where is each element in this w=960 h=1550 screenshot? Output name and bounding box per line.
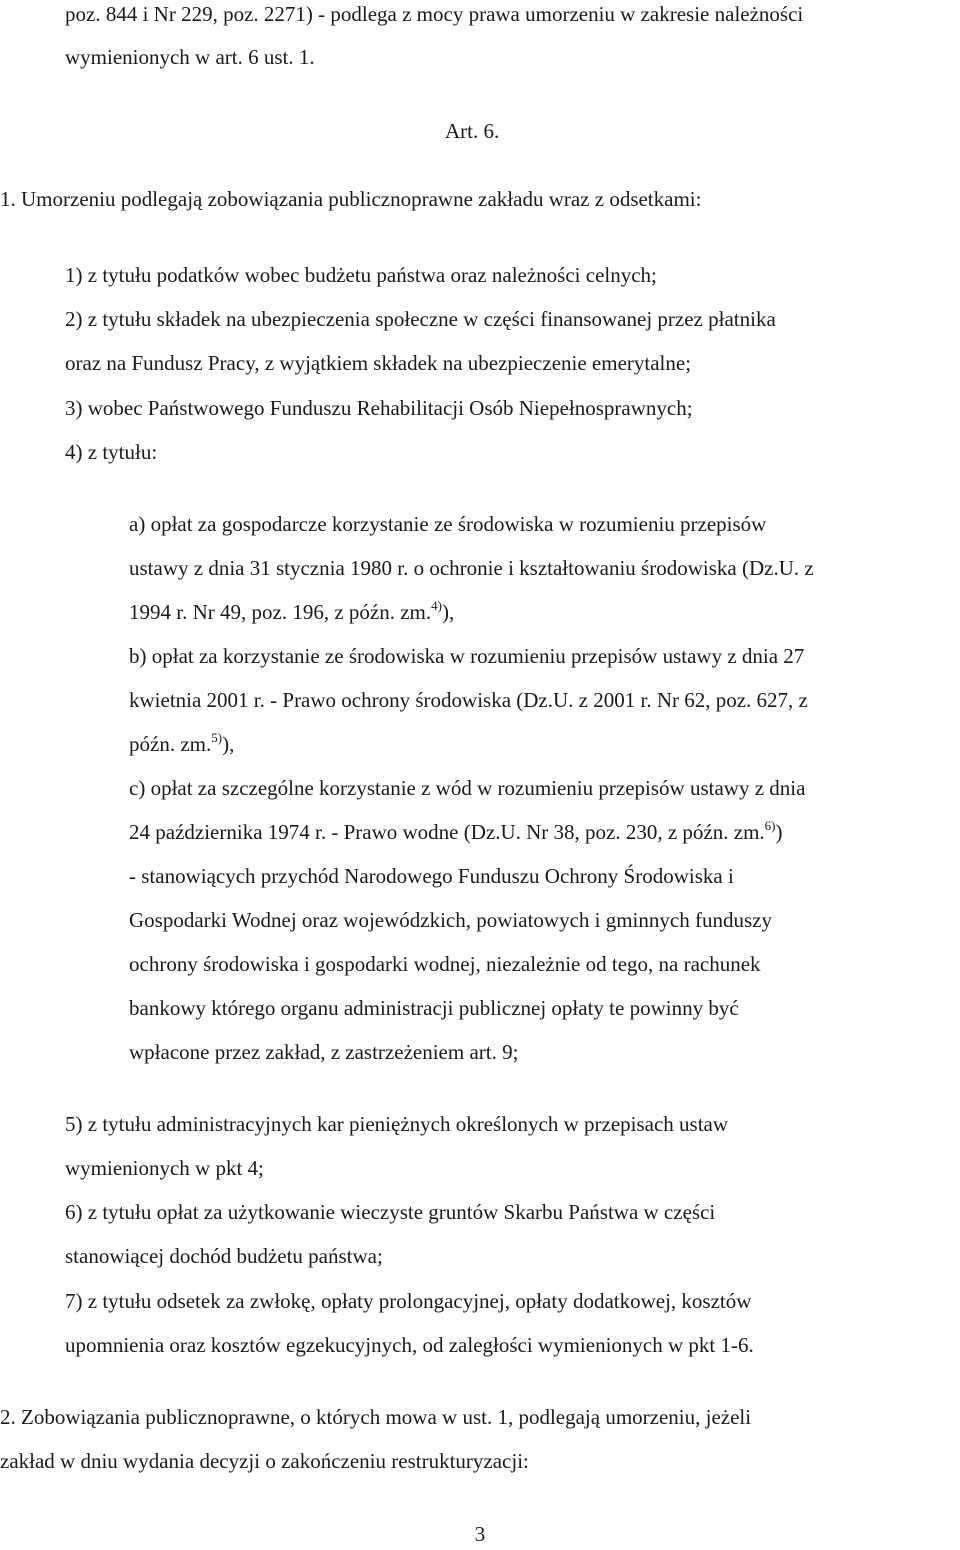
paragraph: 2. Zobowiązania publicznoprawne, o których mowa w ust. 1, podlegają umorzeniu, jeżeli <box>0 1405 752 1429</box>
intro-line: poz. 844 i Nr 229, poz. 2271) - podlega z mocy prawa umorzeniu w zakresie należności <box>65 2 804 26</box>
list-item: 3) wobec Państwowego Funduszu Rehabilitacji Osób Niepełnosprawnych; <box>65 396 693 420</box>
sub-item: a) opłat za gospodarcze korzystanie ze środowiska w rozumieniu przepisów <box>129 512 767 536</box>
article-title: Art. 6. <box>445 119 500 143</box>
list-item: 4) z tytułu: <box>65 440 158 464</box>
list-item: stanowiącej dochód budżetu państwa; <box>65 1244 383 1268</box>
intro-line: wymienionych w art. 6 ust. 1. <box>65 45 315 69</box>
paragraph-heading: 1. Umorzeniu podlegają zobowiązania publicznoprawne zakładu wraz z odsetkami: <box>0 187 702 211</box>
sub-item-text: ), <box>441 600 455 624</box>
sub-item: ustawy z dnia 31 stycznia 1980 r. o ochronie i kształtowaniu środowiska (Dz.U. z <box>129 556 814 580</box>
sub-item-text: ), <box>222 732 235 756</box>
sub-item-tail: - stanowiących przychód Narodowego Funduszu Ochrony Środowiska i <box>129 864 734 888</box>
list-item: 7) z tytułu odsetek za zwłokę, opłaty prolongacyjnej, opłaty dodatkowej, kosztów <box>65 1289 752 1313</box>
sub-item: kwietnia 2001 r. - Prawo ochrony środowiska (Dz.U. z 2001 r. Nr 62, poz. 627, z <box>129 688 808 712</box>
sub-item: c) opłat za szczególne korzystanie z wód w rozumieniu przepisów ustawy z dnia <box>129 776 806 800</box>
page-number: 3 <box>474 1522 486 1546</box>
list-item: 2) z tytułu składek na ubezpieczenia społeczne w części finansowanej przez płatnika <box>65 307 776 331</box>
sub-item-text: późn. zm. <box>129 732 212 756</box>
list-item: oraz na Fundusz Pracy, z wyjątkiem składek na ubezpieczenie emerytalne; <box>65 351 692 375</box>
sub-item-text: 24 października 1974 r. - Prawo wodne (Dz.U. Nr 38, poz. 230, z późn. zm. <box>129 820 765 844</box>
sub-item-tail: ochrony środowiska i gospodarki wodnej, niezależnie od tego, na rachunek <box>129 952 761 976</box>
sub-item <box>129 819 783 845</box>
list-item: upomnienia oraz kosztów egzekucyjnych, od zaległości wymienionych w pkt 1-6. <box>65 1333 754 1357</box>
list-item: wymienionych w pkt 4; <box>65 1156 264 1180</box>
paragraph: zakład w dniu wydania decyzji o zakończeniu restrukturyzacji: <box>0 1449 529 1473</box>
list-item: 6) z tytułu opłat za użytkowanie wieczyste gruntów Skarbu Państwa w części <box>65 1200 716 1224</box>
sub-item-tail: bankowy którego organu administracji publicznej opłaty te powinny być <box>129 996 739 1020</box>
list-item: 1) z tytułu podatków wobec budżetu państwa oraz należności celnych; <box>65 263 657 287</box>
footnote-ref: 6) <box>764 818 776 833</box>
footnote-ref: 4) <box>431 598 442 613</box>
sub-item <box>129 731 234 757</box>
sub-item-text: 1994 r. Nr 49, poz. 196, z późn. zm. <box>129 600 432 624</box>
list-item: 5) z tytułu administracyjnych kar pieniężnych określonych w przepisach ustaw <box>65 1112 729 1136</box>
sub-item-tail: Gospodarki Wodnej oraz wojewódzkich, powiatowych i gminnych funduszy <box>129 908 772 932</box>
sub-item: b) opłat za korzystanie ze środowiska w rozumieniu przepisów ustawy z dnia 27 <box>129 644 805 668</box>
sub-item <box>129 599 454 625</box>
sub-item-text: ) <box>775 820 783 844</box>
sub-item-tail: wpłacone przez zakład, z zastrzeżeniem art. 9; <box>129 1040 519 1064</box>
footnote-ref: 5) <box>211 730 223 745</box>
